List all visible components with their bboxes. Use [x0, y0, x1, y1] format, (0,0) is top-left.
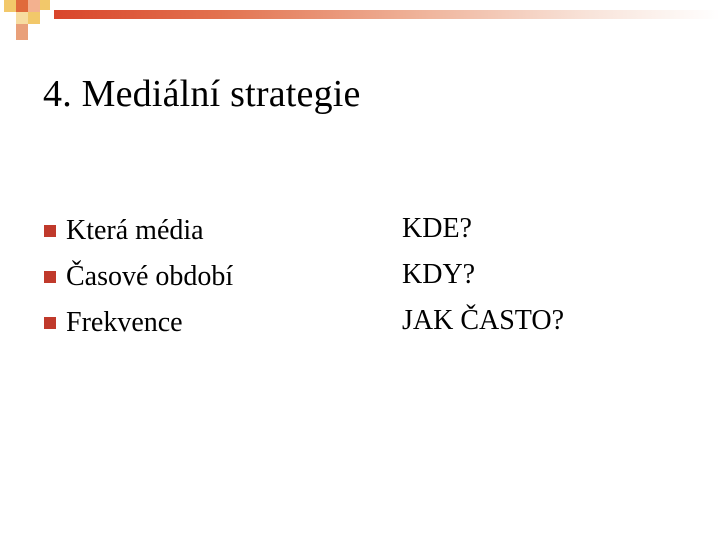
- bullet-text: Frekvence: [66, 307, 183, 338]
- corner-square-icon: [28, 0, 40, 12]
- corner-square-icon: [4, 12, 16, 24]
- question-item: JAK ČASTO?: [402, 305, 565, 336]
- question-list: [402, 206, 564, 344]
- corner-square-icon: [4, 0, 16, 12]
- bullet-item: [44, 254, 233, 300]
- bullet-text: Časové období: [66, 261, 234, 292]
- corner-square-icon: [28, 12, 40, 24]
- corner-square-icon: [16, 12, 28, 24]
- question-item: KDE?: [402, 213, 472, 244]
- corner-square-icon: [16, 0, 28, 12]
- bullet-item: [44, 300, 233, 346]
- bullet-item: [44, 208, 233, 254]
- square-bullet-icon: [44, 225, 56, 237]
- bullet-list: [44, 208, 233, 346]
- slide-title: 4. Mediální strategie: [43, 73, 361, 115]
- question-item: KDY?: [402, 259, 476, 290]
- bullet-text: Která média: [66, 215, 204, 246]
- corner-square-icon: [16, 24, 28, 40]
- header-gradient-bar: [54, 10, 720, 19]
- square-bullet-icon: [44, 317, 56, 329]
- square-bullet-icon: [44, 271, 56, 283]
- corner-square-icon: [40, 0, 50, 10]
